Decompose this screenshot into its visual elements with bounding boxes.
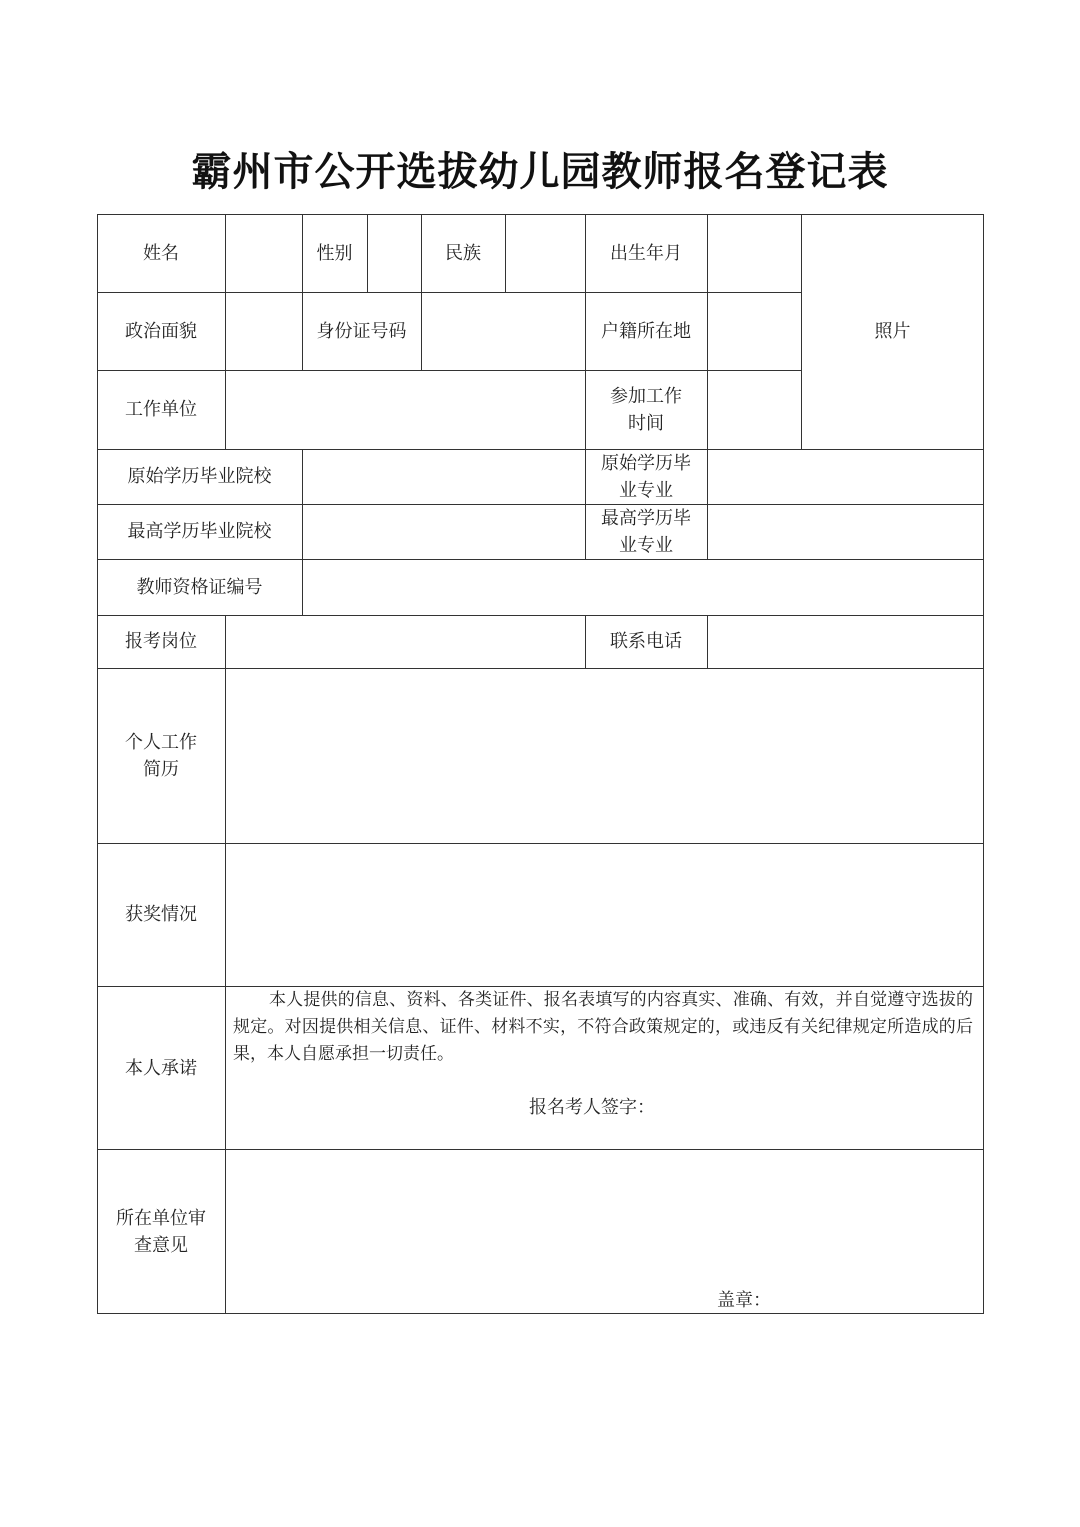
household-label-cell <box>585 292 707 370</box>
phone-label-cell <box>585 615 707 668</box>
phone-label: 联系电话 <box>610 631 682 652</box>
awards-label: 获奖情况 <box>125 904 197 925</box>
grid-line <box>983 214 984 1314</box>
grid-line <box>367 214 368 292</box>
employer-label: 工作单位 <box>125 399 197 420</box>
grid-line <box>97 370 801 371</box>
grid-line <box>97 559 984 560</box>
orig-major-input-cell[interactable] <box>707 449 984 504</box>
grid-line <box>302 449 303 615</box>
household-input-cell[interactable] <box>707 292 801 370</box>
orig-school-input-cell[interactable] <box>302 449 585 504</box>
post-label-cell <box>97 615 225 668</box>
high-school-label-cell <box>97 504 302 559</box>
photo-cell[interactable] <box>801 214 984 449</box>
grid-line <box>97 1149 984 1150</box>
political-label-cell <box>97 292 225 370</box>
ethnicity-input-cell[interactable] <box>505 214 585 292</box>
pledge-label: 本人承诺 <box>125 1057 197 1079</box>
resume-input-cell[interactable] <box>225 668 984 843</box>
high-major-label-line1: 最高学历毕 <box>601 507 691 529</box>
work-start-label-line2: 时间 <box>628 412 664 434</box>
grid-line <box>97 214 984 215</box>
household-label: 户籍所在地 <box>601 320 691 342</box>
employer-label-cell <box>97 370 225 449</box>
grid-line <box>505 214 506 292</box>
political-input-cell[interactable] <box>225 292 302 370</box>
grid-line <box>97 986 984 987</box>
grid-line <box>225 615 226 1314</box>
grid-line <box>585 214 586 559</box>
gender-label: 性别 <box>316 242 353 264</box>
grid-line <box>97 668 984 669</box>
grid-line <box>97 1313 984 1314</box>
high-major-input-cell[interactable] <box>707 504 984 559</box>
photo-label: 照片 <box>874 321 911 342</box>
ethnicity-label: 民族 <box>445 242 481 264</box>
resume-label-line2: 简历 <box>143 758 179 780</box>
ethnicity-label-cell <box>421 214 505 292</box>
grid-line <box>801 214 802 449</box>
work-start-label-line1: 参加工作 <box>610 385 682 407</box>
orig-school-label-cell <box>97 449 302 504</box>
work-start-label-cell <box>585 370 707 449</box>
birth-label: 出生年月 <box>610 242 682 264</box>
gender-input-cell[interactable] <box>367 214 421 292</box>
grid-line <box>707 214 708 559</box>
birth-input-cell[interactable] <box>707 214 801 292</box>
orig-major-label-line2: 业专业 <box>619 479 673 501</box>
grid-line <box>225 214 226 449</box>
review-label-line2: 查意见 <box>134 1235 188 1256</box>
grid-line <box>97 214 98 1314</box>
review-label-cell <box>97 1150 225 1314</box>
high-major-label-line2: 业专业 <box>619 534 673 556</box>
orig-major-label-line1: 原始学历毕 <box>601 452 691 474</box>
pledge-label-cell <box>97 986 225 1150</box>
grid-line <box>97 292 801 293</box>
review-label-line1: 所在单位审 <box>116 1208 206 1229</box>
awards-input-cell[interactable] <box>225 843 984 986</box>
phone-input-cell[interactable] <box>707 615 984 668</box>
grid-line <box>97 504 984 505</box>
orig-major-label-cell <box>585 449 707 504</box>
grid-line <box>97 615 984 616</box>
pledge-text: 本人提供的信息、资料、各类证件、报名表填写的内容真实、准确、有效，并自觉遵守选拔的规定。对因提供相关信息、证件、材料不实，不符合政策规定的，或违反有关纪律规定所造成的后果，本人自愿承担一切责任。 <box>233 990 973 1064</box>
gender-label-cell <box>302 214 367 292</box>
cert-input-cell[interactable] <box>302 559 984 615</box>
birth-label-cell <box>585 214 707 292</box>
orig-school-label: 原始学历毕业院校 <box>127 466 272 487</box>
resume-label-cell <box>97 668 225 843</box>
name-label-cell <box>97 214 225 292</box>
work-start-input-cell[interactable] <box>707 370 801 449</box>
resume-label-line1: 个人工作 <box>125 731 197 753</box>
high-school-label: 最高学历毕业院校 <box>127 521 272 542</box>
cert-number-label: 教师资格证编号 <box>136 576 263 598</box>
id-input-cell[interactable] <box>421 292 585 370</box>
post-label: 报考岗位 <box>125 631 197 652</box>
cert-label-cell <box>97 559 302 615</box>
grid-line <box>97 449 984 450</box>
name-label: 姓名 <box>143 242 179 264</box>
grid-line <box>302 214 303 370</box>
signature-label: 报名考人签字： <box>529 1097 655 1118</box>
high-school-input-cell[interactable] <box>302 504 585 559</box>
post-input-cell[interactable] <box>225 615 585 668</box>
awards-label-cell <box>97 843 225 986</box>
signature-field[interactable] <box>657 1092 957 1124</box>
high-major-label-cell <box>585 504 707 559</box>
seal-label: 盖章： <box>717 1290 771 1311</box>
employer-input-cell[interactable] <box>225 370 585 449</box>
review-input-cell[interactable] <box>225 1150 984 1280</box>
registration-form-table <box>97 214 984 1314</box>
form-title: 霸州市公开选拔幼儿园教师报名登记表 <box>191 148 889 195</box>
grid-line <box>707 615 708 668</box>
id-label-cell <box>302 292 421 370</box>
grid-line <box>97 843 984 844</box>
grid-line <box>585 615 586 668</box>
id-number-label: 身份证号码 <box>316 320 407 342</box>
name-input-cell[interactable] <box>225 214 302 292</box>
grid-line <box>421 214 422 370</box>
political-status-label: 政治面貌 <box>125 320 197 342</box>
